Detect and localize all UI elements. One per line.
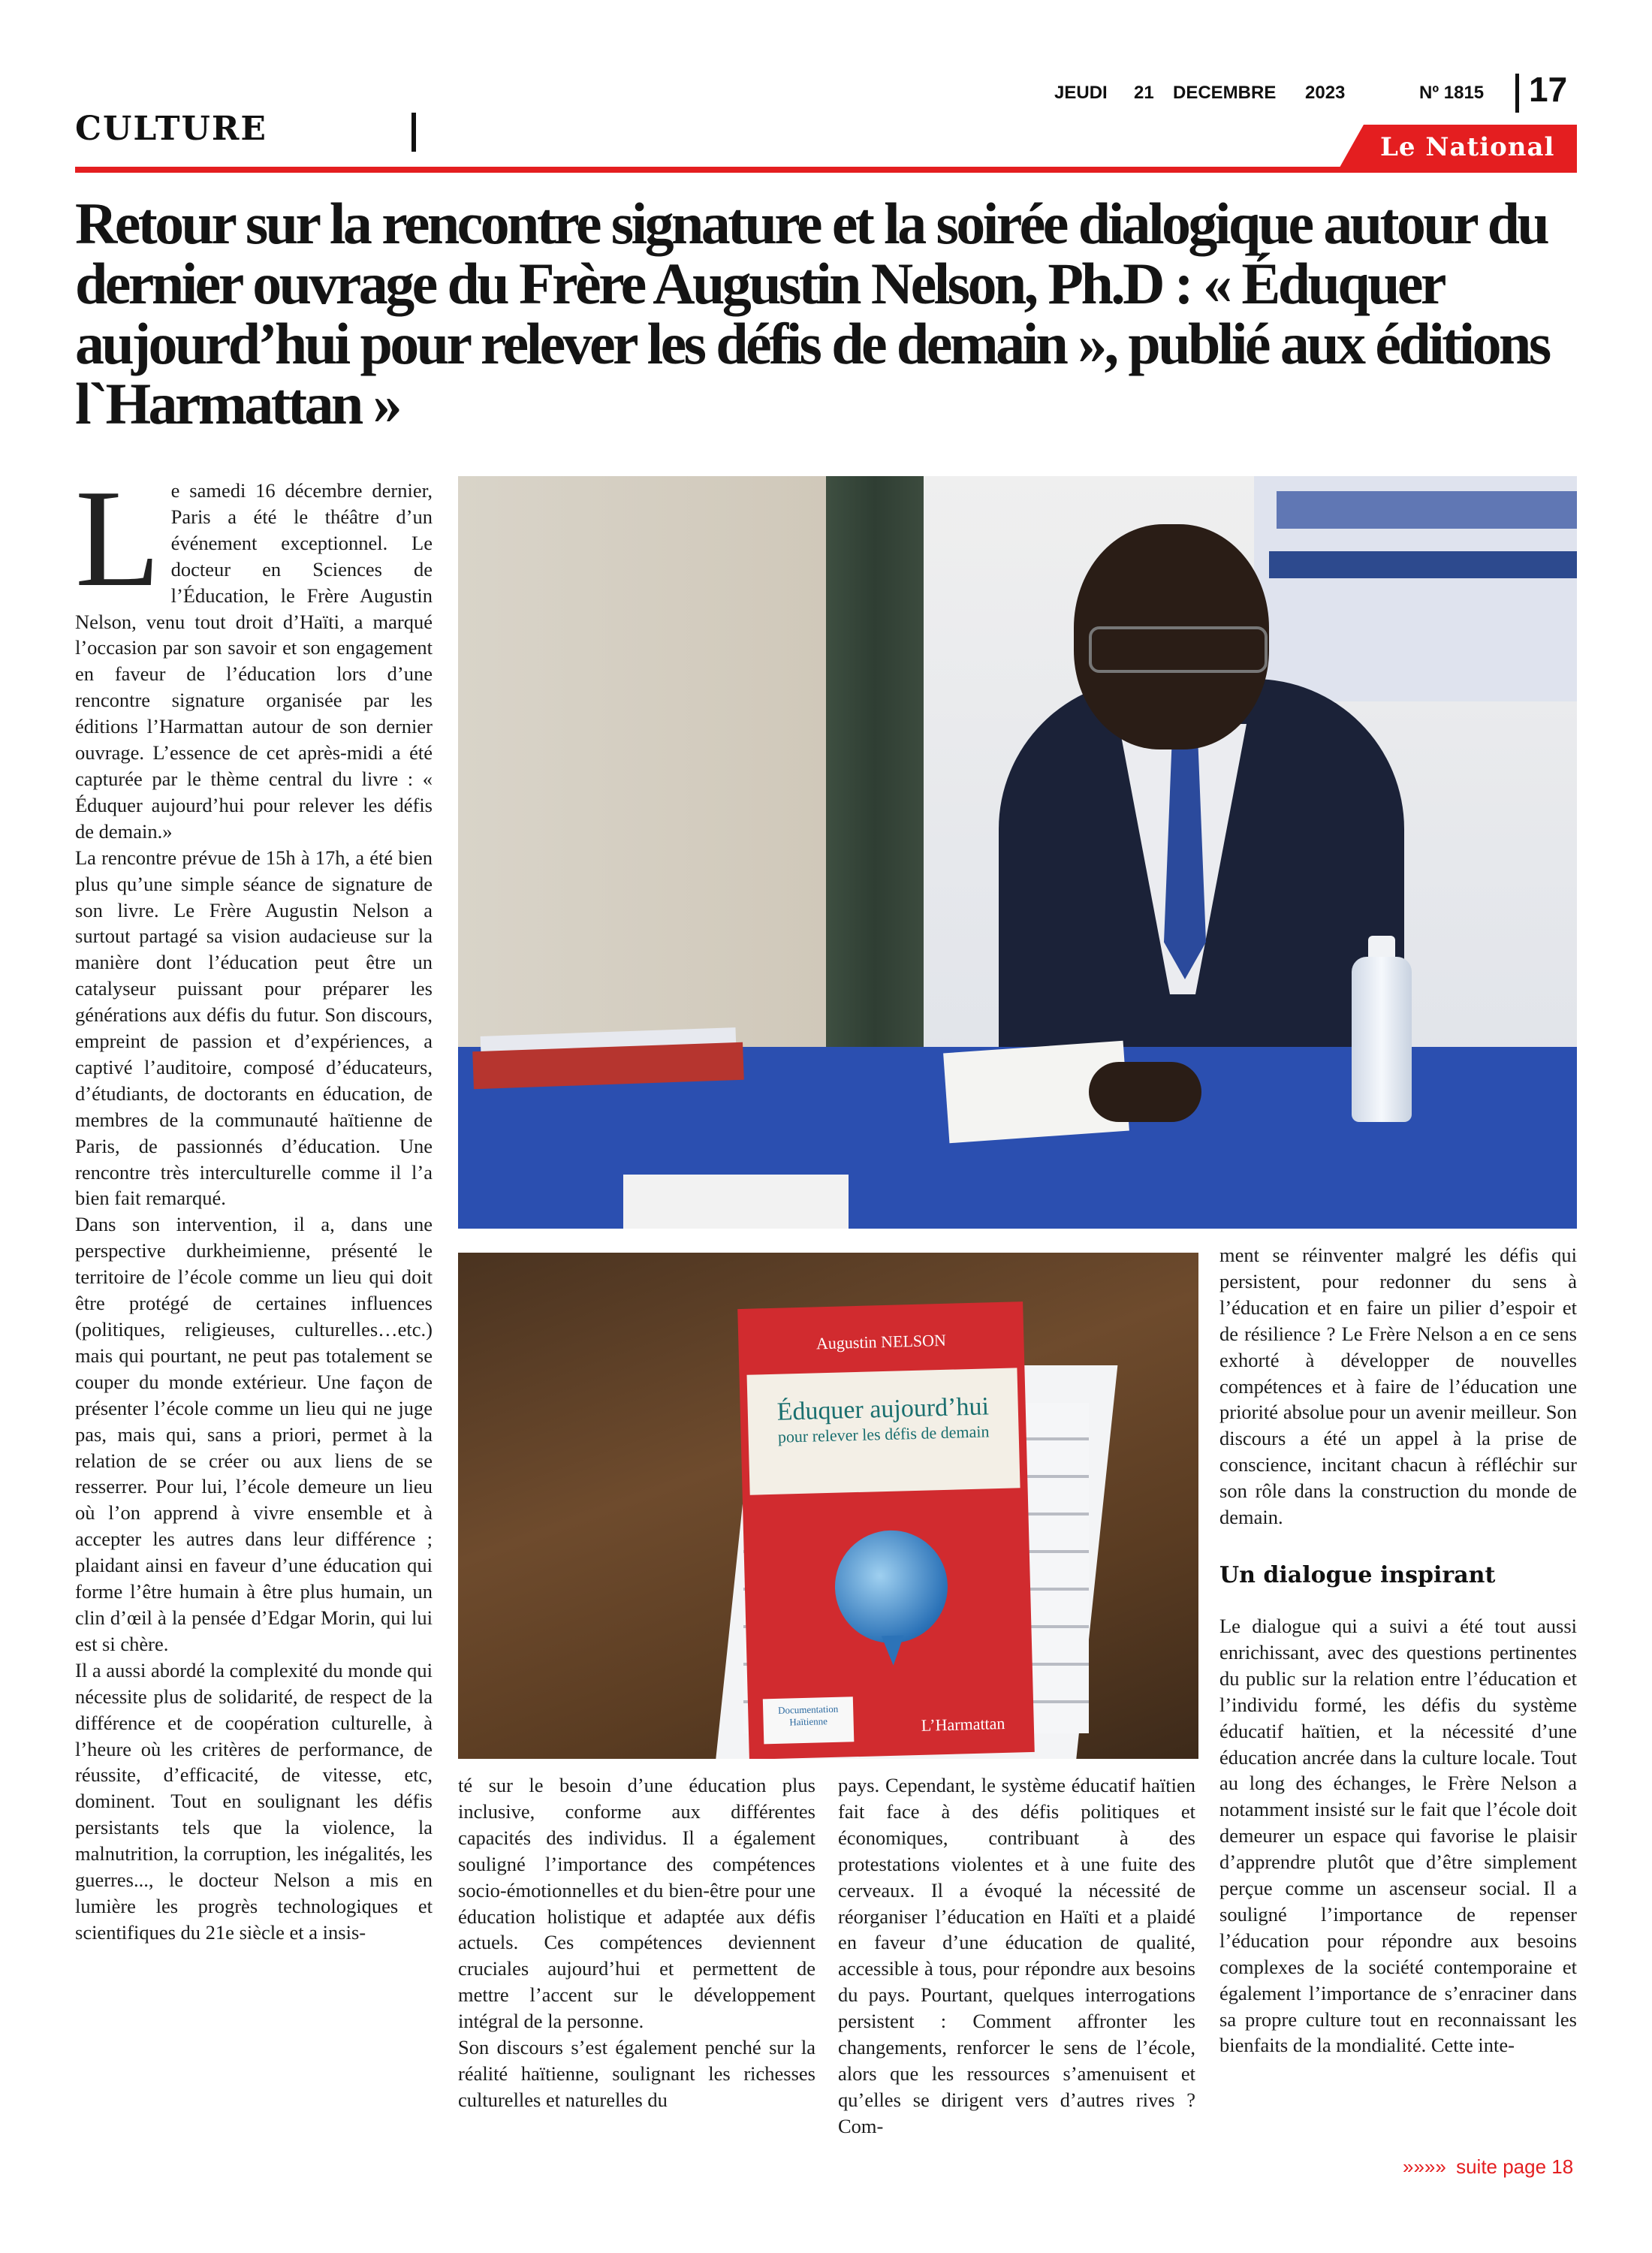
writing-hand (1089, 1062, 1201, 1122)
date-number: 21 (1134, 83, 1154, 103)
flag-emblem (623, 1175, 849, 1229)
collection-label: Documentation Haïtienne (777, 1703, 839, 1728)
book-stack-photo (458, 1253, 1198, 1759)
continued-arrows: »»»» (1403, 2155, 1446, 2178)
issue-number: Nº 1815 (1419, 83, 1485, 103)
newspaper-name: Le National (1380, 132, 1555, 162)
article-column-4 (1219, 1242, 1577, 2058)
water-bottle (1352, 957, 1412, 1122)
paragraph: ment se réinventer malgré les défis qui persistent, pour redonner du sens à l’éducation et en faire un pilier d’espoir et de résilience ? Le Frère Nelson a en ce sens exhorté à développer de nouvelles compétences et à faire de l’éducation une priorité absolue pour un avenir meilleur. Son discours a été un appel à la prise de conscience, incitant chacun à réfléchir sur son rôle dans la construction du monde de demain. (1219, 1244, 1577, 1529)
date-month: DECEMBRE (1173, 83, 1277, 103)
glasses (1089, 626, 1268, 673)
slide-banner (1277, 491, 1577, 529)
continued-text: suite page 18 (1456, 2155, 1574, 2178)
book-title: Éduquer aujourd’hui (776, 1392, 990, 1426)
article-headline: Retour sur la rencontre signature et la soirée dialogique autour du dernier ouvrage du Frère Augustin Nelson, Ph.D : « Éduquer aujourd’hui pour relever les défis de demain », publié aux éditions l`Harmattan » (75, 191, 1549, 436)
paragraph: La rencontre prévue de 15h à 17h, a été bien plus qu’une simple séance de signature de son livre. Le Frère Augustin Nelson a surtout partagé sa vision audacieuse sur la manière dont l’éducation peut être un catalyseur puissant pour préparer les générations aux défis du futur. Son discours, empreint de passion et d’expériences, a captivé l’auditoire, composé d’éducateurs, d’étudiants, de doctorants en éducation, de membres de la communauté haïtienne de Paris, de passionnés d’éducation. Une rencontre très interculturelle comme il l’a bien fait remarqué. (75, 846, 433, 1210)
continued-link[interactable] (1403, 2155, 1573, 2179)
paragraph: Il a aussi abordé la complexité du monde qui nécessite plus de solidarité, de respect de la différence et de coopération culturelle, à l’heure où les critères de performance, de réussite, d’efficacité, de vitesse, etc, dominent. Tout en soulignant les défis persistants tels que la violence, la malnutrition, la corruption, les inégalités, les guerres..., le docteur Nelson a mis en lumière les progrès technologiques et scientifiques du 21e siècle et a insis- (75, 1658, 433, 1944)
paragraph: Son discours s’est également penché sur la réalité haïtienne, soulignant les richesses culturelles et naturelles du (458, 2036, 815, 2111)
globe-illustration (834, 1529, 949, 1645)
date-day: JEUDI (1054, 83, 1108, 103)
drop-cap: L (75, 461, 161, 616)
photo-wall (458, 476, 864, 1047)
article-column-3 (838, 1772, 1195, 2140)
author-signing-photo (458, 476, 1577, 1229)
book-author: Augustin NELSON (815, 1330, 947, 1353)
section-label: CULTURE (75, 110, 267, 148)
map-pin-icon (882, 1635, 905, 1666)
book-cover (737, 1301, 1035, 1759)
book-subtitle: pour relever les défis de demain (777, 1422, 990, 1446)
book-title-block (747, 1392, 1019, 1448)
slide-heading-bar (1269, 551, 1577, 578)
page-number: 17 (1529, 70, 1568, 109)
paragraph: té sur le besoin d’une éducation plus inclusive, conforme aux différentes capacités des individus. Il a également souligné l’importance des compétences socio-émotionnelles et du bien-être pour une éducation holistique et adaptée aux défis actuels. Ces compétences deviennent cruciales aujourd’hui et permettent de mettre l’accent sur le développement intégral de la personne. (458, 1774, 815, 2033)
paragraph: Dans son intervention, il a, dans une perspective durkheimienne, présenté le territoire de l’école comme un lieu qui doit être protégé de certaines influences (politiques, religieuses, culturelles…etc.) mais qui pourtant, ne peut pas totalement se couper du monde extérieur. Une façon de présenter l’école comme un lieu qui ne juge pas, mais qui, sans a priori, permet à la relation de se créer ou aux liens de se resserrer. Pour lui, l’école demeure un lieu où l’on apprend à vivre ensemble et à accepter les autres dans leur différence ; plaidant ainsi en faveur d’une éducation qui forme l’être humain à être plus humain, un clin d’œil à la pensée d’Edgar Morin, qui lui est si chère. (75, 1213, 433, 1655)
paragraph: e samedi 16 décembre dernier, Paris a été le théâtre d’un événement exceptionnel. Le docteur en Sciences de l’Éducation, le Frère Augustin Nelson, venu tout droit d’Haïti, a marqué l’occasion par son savoir et son engagement en faveur de l’éducation lors d’une rencontre signature organisée par les éditions l’Harmattan autour de son dernier ouvrage. L’essence de cet après-midi a été capturée par le thème central du livre : « Éduquer aujourd’hui pour relever les défis de demain.» (75, 479, 433, 843)
paragraph: Le dialogue qui a suivi a été tout aussi enrichissant, avec des questions pertinentes du public sur la relation entre l’éducation et l’individu formé, les défis du système éducatif haïtien, et la nécessité d’une éducation ancrée dans la culture locale. Tout au long des échanges, le Frère Nelson a notamment insisté sur le fait que l’école doit demeurer un espace qui favorise le plaisir d’apprendre plutôt que d’être simplement perçue comme un ascenseur social. Il a souligné l’importance de repenser l’éducation pour répondre aux besoins complexes de la société contemporaine et également l’importance de s’enraciner dans sa propre culture tout en reconnaissant les bienfaits de la mondialité. Cette inte- (1219, 1614, 1577, 2057)
section-divider (411, 113, 416, 152)
photo-curtain (826, 476, 924, 1062)
page-number-divider (1515, 74, 1519, 113)
publisher-logo: L’Harmattan (921, 1713, 1005, 1735)
date-year: 2023 (1305, 83, 1346, 103)
article-subheading: Un dialogue inspirant (1219, 1561, 1496, 1588)
article-column-1 (75, 461, 433, 1946)
paragraph: pays. Cependant, le système éducatif haïtien fait face à des défis politiques et économiques, contribuant à des protestations violentes et à une fuite des cerveaux. Il a évoqué la nécessité de réorganiser l’éducation en Haïti et a plaidé en faveur d’une éducation de qualité, accessible à tous, pour répondre aux besoins du pays. Pourtant, quelques interrogations persistent : Comment affronter les changements, renforcer le sens de l’école, alors que les ressources s’amenuisent et qu’elles se dirigent vers d’autres rives ? Com- (838, 1774, 1195, 2137)
article-column-2 (458, 1772, 815, 2113)
